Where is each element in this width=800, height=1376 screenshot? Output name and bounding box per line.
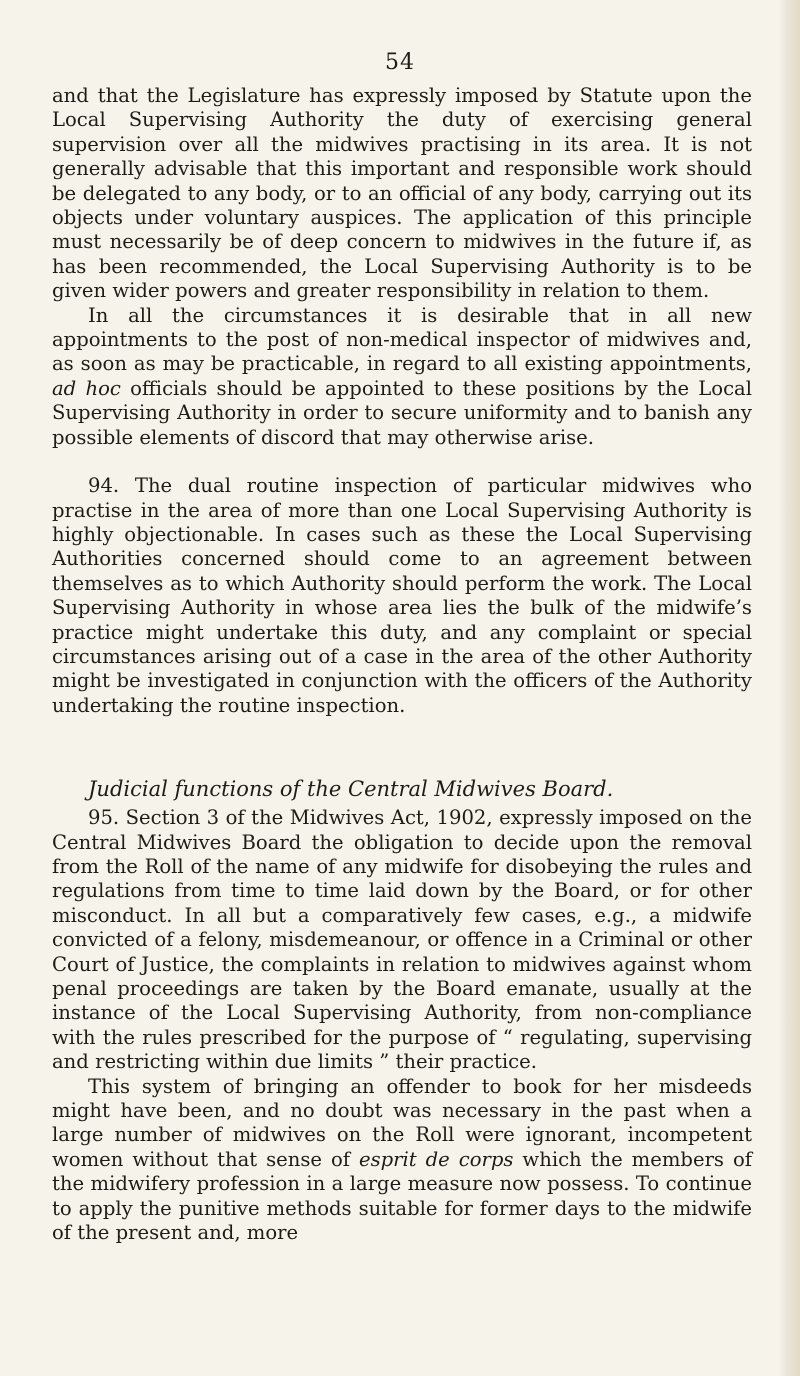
paragraph-6-text-a: This system of bringing an offender to book for her misdeeds might have been, and no doubt was necessary in the past when a large number of midwives on the Roll were ignorant, incompetent women without that sense of [52,1074,752,1171]
paragraph-95: 95. Section 3 of the Midwives Act, 1902, expressly imposed on the Central Midwives Board the obligation to decide upon the removal from the Roll of the name of any midwife for disobeying the rules and regulations from time to time laid down by the Board, or for other misconduct. In all but a comparatively few cases, e.g., a midwife convicted of a felony, misdemeanour, or offence in a Criminal or other Court of Justice, the complaints in relation to midwives against whom penal proceedings are taken by the Board emanate, usually at the instance of the Local Supervising Authority, from non-compliance with the rules prescribed for the purpose of “ regulating, supervising and restricting within due limits ” their practice. [52,806,752,1074]
paragraph-6-italic: esprit de corps [358,1147,514,1171]
paragraph-2 [52,304,752,450]
page-body [52,84,752,1245]
paragraph-2-text-a: In all the circumstances it is desirable that in all new appointments to the post of non-medical inspector of midwives and, as soon as may be practicable, in regard to all existing appointments, [52,303,752,376]
page-number: 54 [385,50,415,75]
paragraph-2-italic: ad hoc [52,376,121,400]
paragraph-6-text-b: which the members of the midwifery profession in a large measure now possess. To continue to apply the punitive methods suitable for former days to the midwife of the present and, more [52,1147,752,1245]
section-heading: Judicial functions of the Central Midwives Board. [88,777,614,802]
paragraph-94: 94. The dual routine inspection of particular midwives who practise in the area of more than one Local Supervising Authority is highly objectionable. In cases such as these the Local Supervising Authorities concerned should come to an agreement between themselves as to which Authority should perform the work. The Local Supervising Authority in whose area lies the bulk of the midwife’s practice might undertake this duty, and any complaint or special circumstances arising out of a case in the area of the other Authority might be investigated in conjunction with the officers of the Authority undertaking the routine inspection. [52,474,752,717]
paragraph-6 [52,1075,752,1246]
page-edge-shadow [778,0,800,1376]
paragraph-1: and that the Legislature has expressly imposed by Statute upon the Local Supervising Authority the duty of exercising general supervision over all the midwives practising in its area. It is not generally advisable that this important and responsible work should be delegated to any body, or to an official of any body, carrying out its objects under voluntary auspices. The application of this principle must necessarily be of deep concern to midwives in the future if, as has been recommended, the Local Supervising Authority is to be given wider powers and greater responsibility in relation to them. [52,84,752,303]
paragraph-2-text-b: officials should be appointed to these positions by the Local Supervising Authority in order to secure uniformity and to banish any possible elements of discord that may otherwise arise. [52,376,753,449]
